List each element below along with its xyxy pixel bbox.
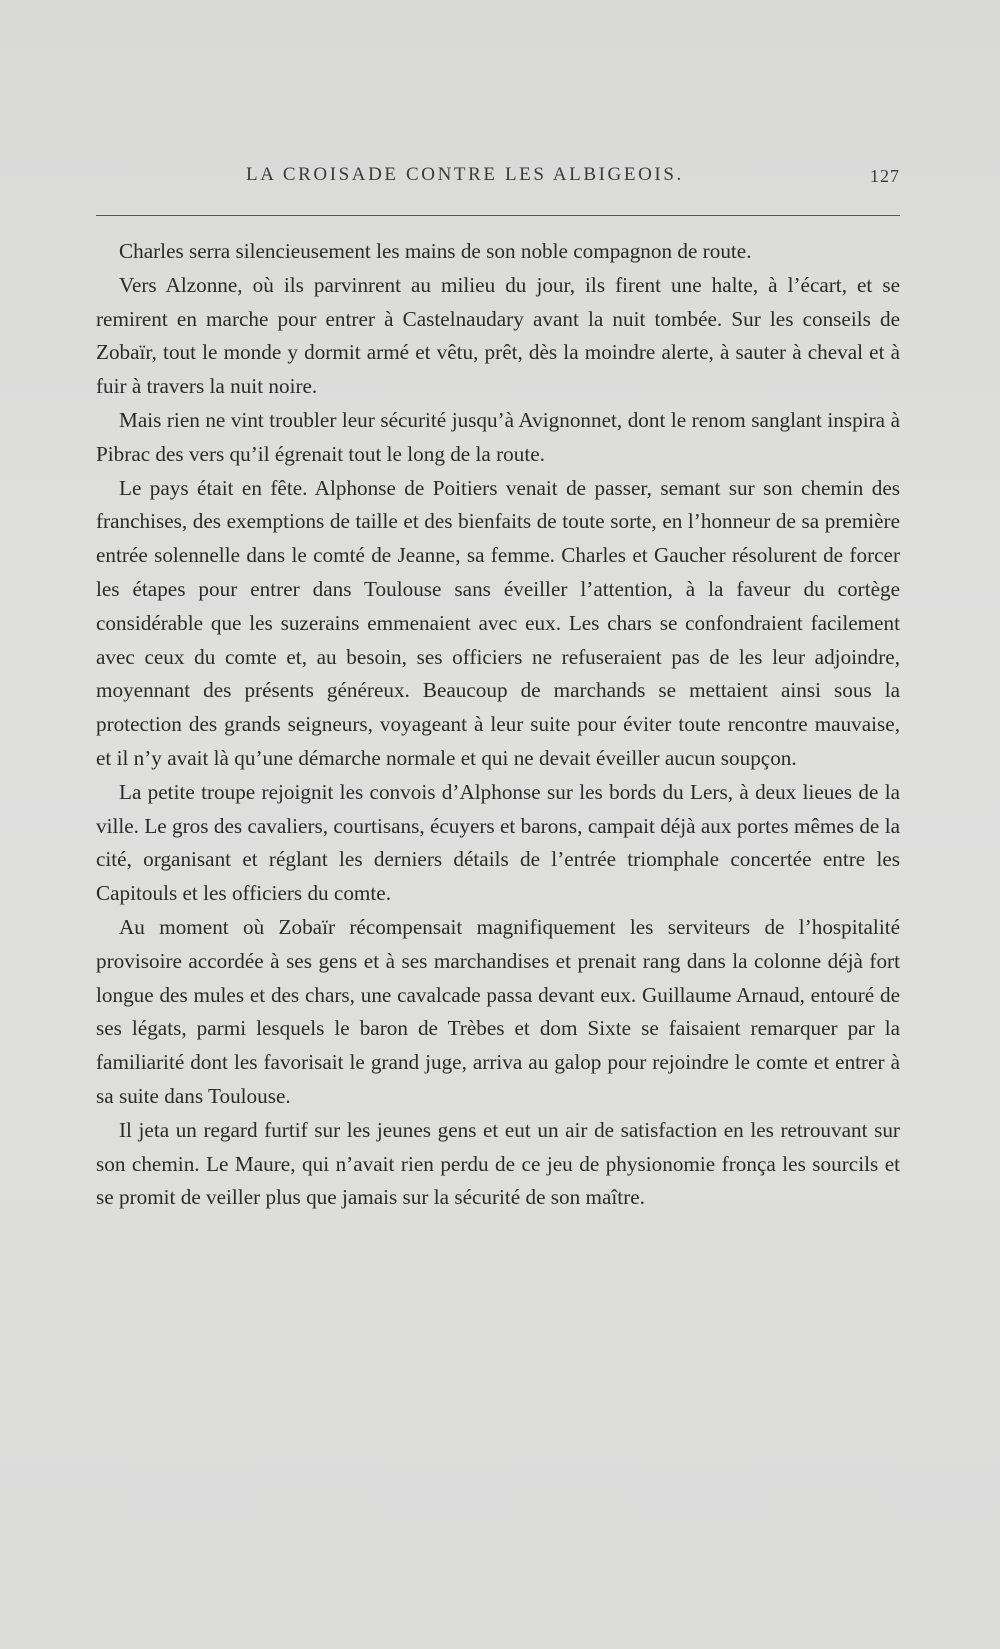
paragraph: La petite troupe rejoignit les convois d’Alphonse sur les bords du Lers, à deux lieues de la ville. Le gros des cavaliers, courtisans, écuyers et barons, campait déjà aux portes mêmes de la cité, organisant et réglant les derniers détails de l’entrée triomphale concertée entre les Capitouls et les officiers du comte. xyxy=(96,779,900,906)
paragraph: Vers Alzonne, où ils parvinrent au milieu du jour, ils firent une halte, à l’écart, et se remirent en marche pour entrer à Castelnaudary avant la nuit tombée. Sur les conseils de Zobaïr, tout le monde y dormit armé et vêtu, prêt, dès la moindre alerte, à sauter à cheval et à fuir à travers la nuit noire. xyxy=(96,272,900,399)
body-text xyxy=(96,235,900,1215)
paragraph: Charles serra silencieusement les mains de son noble compagnon de route. xyxy=(119,239,752,263)
header-rule xyxy=(96,215,900,216)
page-number: 127 xyxy=(870,166,900,186)
running-title: LA CROISADE CONTRE LES ALBIGEOIS. xyxy=(246,164,684,185)
paragraph: Mais rien ne vint troubler leur sécurité jusqu’à Avignonnet, dont le renom sanglant inspira à Pibrac des vers qu’il égrenait tout le long de la route. xyxy=(96,407,900,466)
paragraph: Le pays était en fête. Alphonse de Poitiers venait de passer, semant sur son chemin des franchises, des exemptions de taille et des bienfaits de toute sorte, en l’honneur de sa première entrée solennelle dans le comté de Jeanne, sa femme. Charles et Gaucher résolurent de forcer les étapes pour entrer dans Toulouse sans éveiller l’attention, à la faveur du cortège considérable que les suzerains emmenaient avec eux. Les chars se confondraient facilement avec ceux du comte et, au besoin, ses officiers ne refuseraient pas de les leur adjoindre, moyennant des présents généreux. Beaucoup de marchands se mettaient ainsi sous la protection des grands seigneurs, voyageant à leur suite pour éviter toute rencontre mauvaise, et il n’y avait là qu’une démarche normale et qui ne devait éveiller aucun soupçon. xyxy=(96,475,900,770)
running-head xyxy=(96,164,900,196)
paragraph: Au moment où Zobaïr récompensait magnifiquement les serviteurs de l’hospitalité provisoire accordée à ses gens et à ses marchandises et prenait rang dans la colonne déjà fort longue des mules et des chars, une cavalcade passa devant eux. Guillaume Arnaud, entouré de ses légats, parmi lesquels le baron de Trèbes et dom Sixte se faisaient remarquer par la familiarité dont les favorisait le grand juge, arriva au galop pour rejoindre le comte et entrer à sa suite dans Toulouse. xyxy=(96,914,900,1108)
paragraph: Il jeta un regard furtif sur les jeunes gens et eut un air de satisfaction en les retrouvant sur son chemin. Le Maure, qui n’avait rien perdu de ce jeu de physionomie fronça les sourcils et se promit de veiller plus que jamais sur la sécurité de son maître. xyxy=(96,1117,900,1210)
